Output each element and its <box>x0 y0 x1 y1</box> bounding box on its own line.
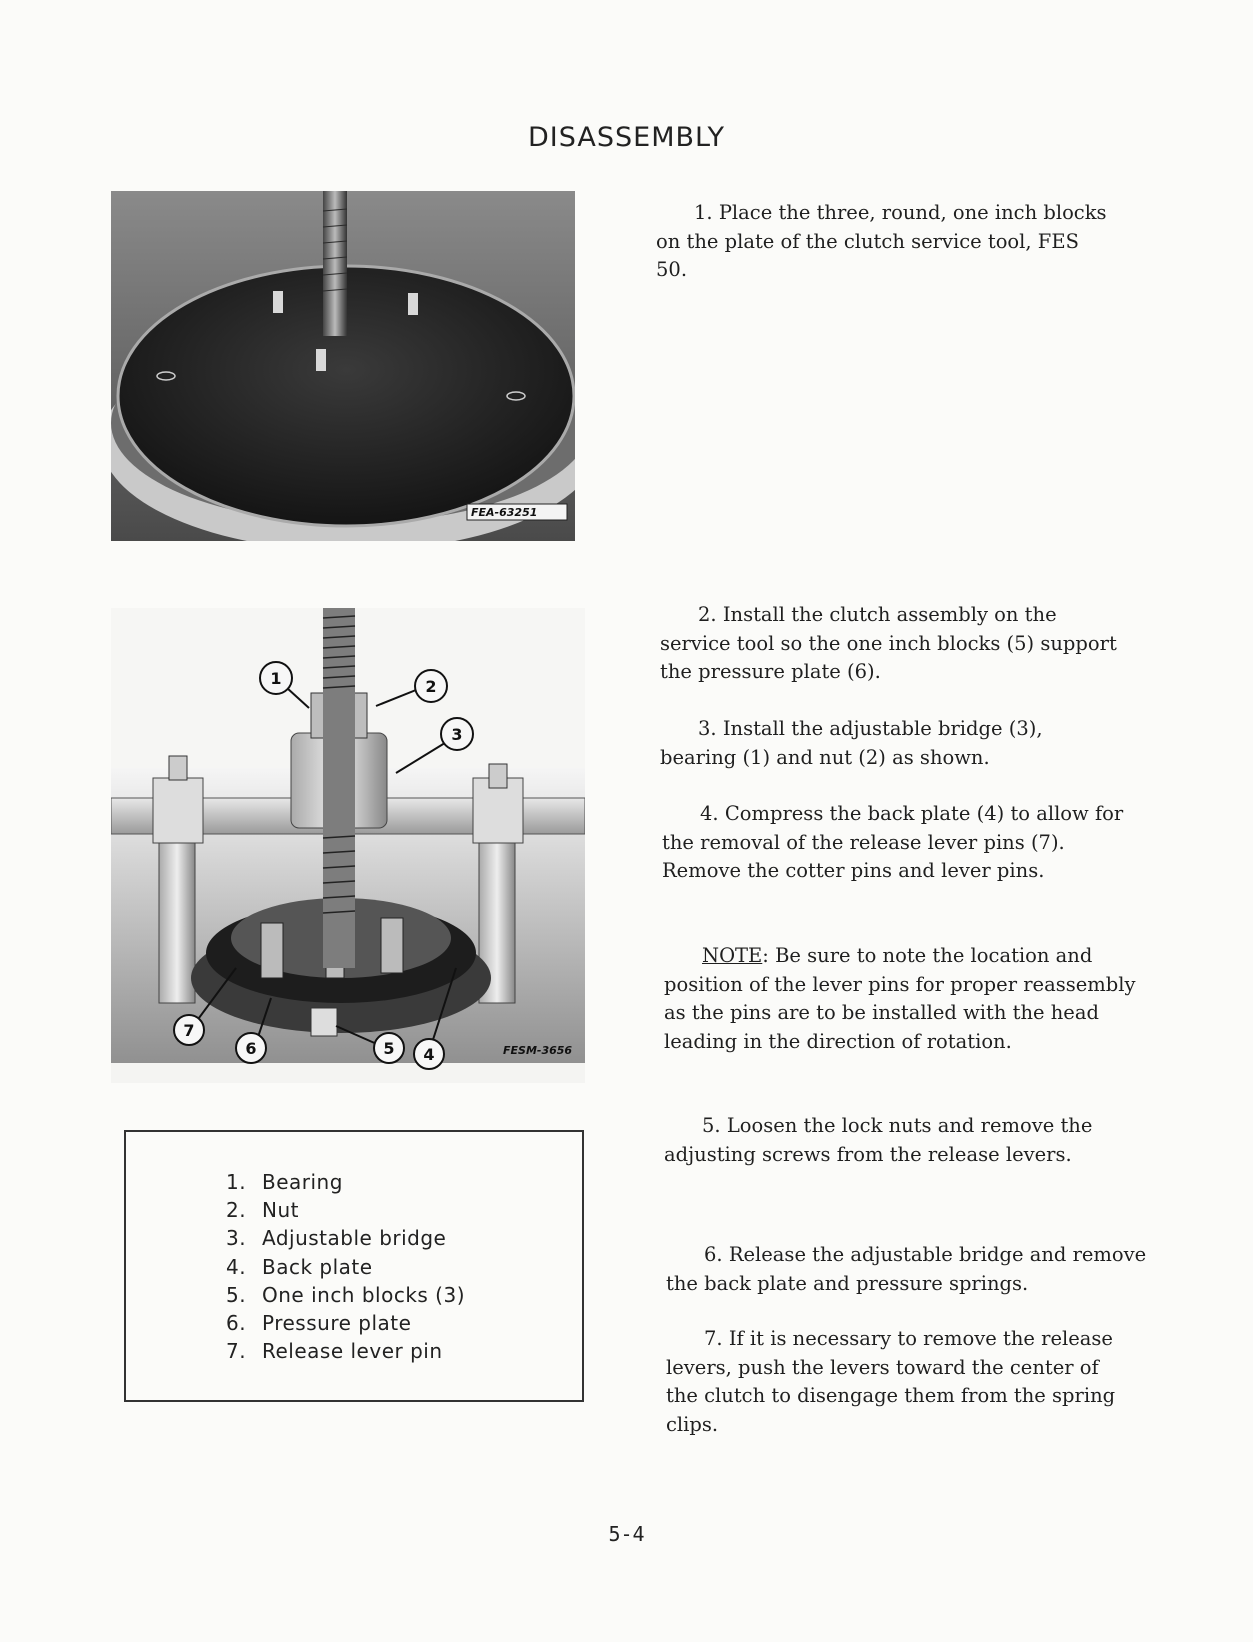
legend-item: 1. Bearing <box>226 1170 343 1194</box>
legend-list <box>226 1168 465 1365</box>
callout-1: 1 <box>270 669 282 688</box>
callout-7: 7 <box>183 1021 195 1040</box>
legend-item: 4. Back plate <box>226 1254 373 1279</box>
figure-2-photo <box>111 608 585 1083</box>
note: NOTE: Be sure to note the location and position of the lever pins for proper reassembly as the pins are to be installed with the head leading in the direction of rotation. <box>664 944 1136 1053</box>
legend-item: 5. One inch blocks (3) <box>226 1282 466 1307</box>
step-1: 1. Place the three, round, one inch blocks on the plate of the clutch service tool, FES 50. <box>656 201 1107 281</box>
callout-6: 6 <box>245 1039 257 1058</box>
callout-2: 2 <box>425 677 437 696</box>
step-2: 2. Install the clutch assembly on the service tool so the one inch blocks (5) support the pressure plate (6). <box>660 603 1117 683</box>
step-6: 6. Release the adjustable bridge and remove the back plate and pressure springs. <box>666 1243 1147 1295</box>
figure-legend <box>124 1130 584 1402</box>
step-5: 5. Loosen the lock nuts and remove the adjusting screws from the release levers. <box>664 1114 1093 1166</box>
figure-2-id: FESM-3656 <box>503 1044 573 1057</box>
callout-3: 3 <box>451 725 463 744</box>
page-title: DISASSEMBLY <box>528 122 725 153</box>
page-number: 5-4 <box>608 1522 645 1546</box>
legend-item: 7. Release lever pin <box>226 1339 443 1364</box>
legend-item: 2. Nut <box>226 1198 299 1223</box>
figure-1-photo <box>111 191 575 541</box>
step-7: 7. If it is necessary to remove the release levers, push the levers toward the center of the clutch to disengage them from the spring clips. <box>666 1327 1116 1436</box>
legend-item: 3. Adjustable bridge <box>226 1226 447 1251</box>
callout-5: 5 <box>383 1039 395 1058</box>
step-3: 3. Install the adjustable bridge (3), bearing (1) and nut (2) as shown. <box>660 717 1043 769</box>
legend-item: 6. Pressure plate <box>226 1311 412 1336</box>
callout-4: 4 <box>423 1045 435 1064</box>
figure-1-id: FEA-63251 <box>471 506 538 519</box>
step-4: 4. Compress the back plate (4) to allow for the removal of the release lever pins (7). Remove the cotter pins and lever pins. <box>662 802 1124 882</box>
